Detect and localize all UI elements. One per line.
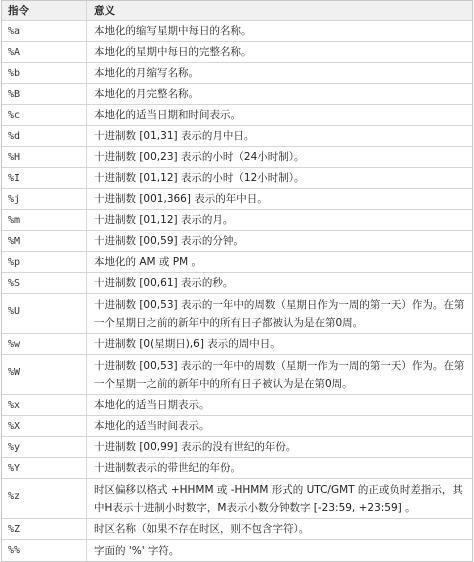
table-row	[2, 540, 472, 561]
directive-code: %%	[2, 540, 87, 561]
directive-code: %a	[2, 21, 87, 41]
table-row	[2, 231, 472, 252]
directive-code: %z	[2, 479, 87, 518]
directive-meaning: 本地化的适当日期和时间表示。	[94, 109, 241, 121]
directive-meaning: 十进制数 [0(星期日),6] 表示的周中日。	[94, 338, 281, 350]
directive-meaning: 本地化的缩写星期中每日的名称。	[94, 25, 252, 37]
table-row	[2, 126, 472, 147]
directive-code: %y	[2, 437, 87, 457]
directive-code: %m	[2, 210, 87, 230]
table-header-row	[2, 1, 472, 21]
table-row	[2, 63, 472, 84]
header-meaning: 意义	[94, 4, 115, 17]
directive-meaning: 十进制数 [00,99] 表示的没有世纪的年份。	[94, 441, 297, 453]
table-row	[2, 355, 472, 395]
directive-meaning: 时区名称（如果不存在时区，则不包含字符）。	[94, 523, 310, 535]
table-row	[2, 168, 472, 189]
table-row	[2, 42, 472, 63]
directive-meaning: 本地化的 AM 或 PM 。	[94, 256, 202, 268]
directive-code: %b	[2, 63, 87, 83]
directive-meaning: 十进制数 [01,31] 表示的月中日。	[94, 130, 255, 142]
directive-meaning: 本地化的月完整名称。	[94, 88, 199, 100]
table-row	[2, 416, 472, 437]
table-row	[2, 294, 472, 334]
table-row	[2, 189, 472, 210]
directive-code: %I	[2, 168, 87, 188]
table-row	[2, 21, 472, 42]
directive-code: %B	[2, 84, 87, 104]
directive-code: %A	[2, 42, 87, 62]
directive-code: %c	[2, 105, 87, 125]
directive-code: %x	[2, 395, 87, 415]
directive-code: %w	[2, 334, 87, 354]
directive-code: %j	[2, 189, 87, 209]
table-row	[2, 395, 472, 416]
directive-meaning: 本地化的月缩写名称。	[94, 67, 199, 79]
directive-code: %Y	[2, 458, 87, 478]
directive-meaning: 时区偏移以格式 +HHMM 或 -HHMM 形式的 UTC/GMT 的正或负时差指示，其中H表示十进制小时数字，M表示小数分钟数字 [-23:59, +23:59] 。	[94, 483, 463, 514]
table-row	[2, 210, 472, 231]
directive-code: %p	[2, 252, 87, 272]
directive-meaning: 本地化的适当时间表示。	[94, 420, 210, 432]
table-row	[2, 105, 472, 126]
directive-code: %X	[2, 416, 87, 436]
table-row	[2, 479, 472, 519]
directive-code: %W	[2, 355, 87, 394]
header-code: 指令	[2, 1, 87, 20]
directive-code: %M	[2, 231, 87, 251]
directive-meaning: 十进制数 [00,59] 表示的分钟。	[94, 235, 244, 247]
table-row	[2, 273, 472, 294]
directive-meaning: 本地化的星期中每日的完整名称。	[94, 46, 252, 58]
directive-code: %H	[2, 147, 87, 167]
directive-meaning: 十进制数 [001,366] 表示的年中日。	[94, 193, 268, 205]
table-row	[2, 334, 472, 355]
table-row	[2, 147, 472, 168]
directive-meaning: 十进制数 [00,61] 表示的秒。	[94, 277, 234, 289]
table-row	[2, 437, 472, 458]
directive-meaning: 本地化的适当日期表示。	[94, 399, 210, 411]
table-row	[2, 252, 472, 273]
directive-meaning: 十进制数 [01,12] 表示的月。	[94, 214, 234, 226]
directive-code: %S	[2, 273, 87, 293]
directive-code: %U	[2, 294, 87, 333]
table-row	[2, 458, 472, 479]
directive-code: %d	[2, 126, 87, 146]
table-row	[2, 519, 472, 540]
directive-meaning: 十进制数 [00,53] 表示的一年中的周数（星期日作为一周的第一天）作为。在第一个星期日之前的新年中的所有日子都被认为是在第0周。	[94, 298, 465, 329]
directive-meaning: 十进制数 [00,23] 表示的小时（24小时制）。	[94, 151, 305, 163]
directive-meaning: 字面的 '%' 字符。	[94, 544, 180, 557]
directive-meaning: 十进制数表示的带世纪的年份。	[94, 462, 241, 474]
directive-meaning: 十进制数 [01,12] 表示的小时（12小时制）。	[94, 172, 305, 184]
format-directives-table	[1, 0, 473, 562]
table-row	[2, 84, 472, 105]
directive-code: %Z	[2, 519, 87, 539]
directive-meaning: 十进制数 [00,53] 表示的一年中的周数（星期一作为一周的第一天）作为。在第一个星期一之前的新年中的所有日子被认为是在第0周。	[94, 359, 465, 390]
